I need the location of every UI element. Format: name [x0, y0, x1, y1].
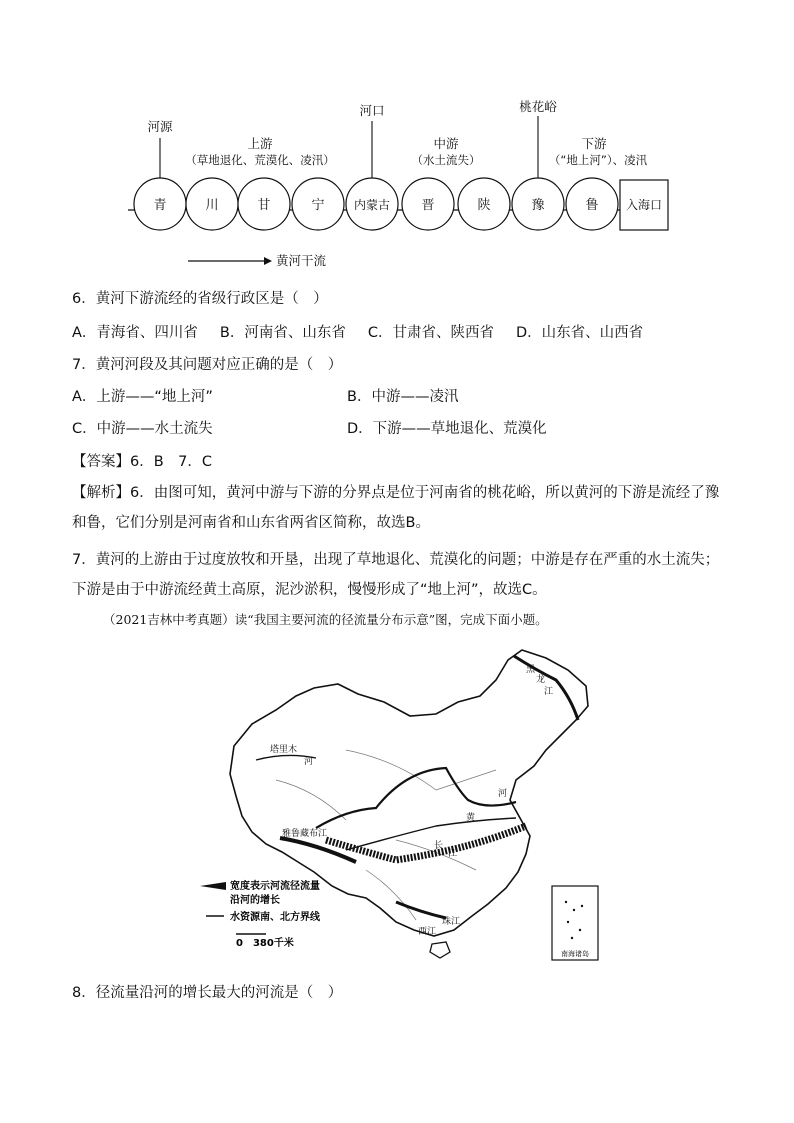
legend-width-symbol: [200, 882, 226, 890]
q7-option-d[interactable]: D．下游——草地退化、荒漠化: [347, 421, 547, 437]
scale-label: 0 380千米: [236, 938, 294, 949]
q6-option-a[interactable]: A．青海省、四川省: [72, 325, 198, 341]
map-label-chang: 长: [434, 841, 444, 851]
hekou-marker-label: 河口: [359, 103, 385, 118]
answer-line: 【答案】6．B 7．C: [72, 454, 213, 470]
analysis-q7: 7．黄河的上游由于过度放牧和开垦，出现了草地退化、荒漠化的问题；中游是存在严重的水土流失；下游是由于中游流经黄土高原，泥沙淤积，慢慢形成了“地上河”，故选C。: [72, 552, 720, 598]
q6-option-d[interactable]: D．山东省、山西省: [516, 325, 644, 341]
north-south-boundary: [346, 818, 516, 850]
south-sea-islands: [565, 901, 583, 939]
upper-title: 上游: [247, 136, 273, 151]
china-river-map: [196, 640, 606, 965]
sea-mouth-label: 入海口: [625, 198, 663, 212]
map-label-huang-he: 河: [498, 789, 508, 799]
map-label-xijiang: 西江: [418, 927, 437, 937]
map-label-hei: 黑: [526, 665, 536, 675]
analysis-q6: 【解析】6．由图可知，黄河中游与下游的分界点是位于河南省的桃花峪，所以黄河的下游是流经了豫和鲁，它们分别是河南省和山东省两省区简称，故选B。: [72, 485, 720, 531]
q6-options: [72, 323, 665, 343]
yangtze-river-band: [326, 826, 526, 860]
map-label-jiang: 江: [544, 687, 554, 697]
province-label-3: 甘: [257, 198, 271, 213]
province-label-6: 晋: [421, 198, 435, 213]
upper-issues: （草地退化、荒漠化、凌汛）: [185, 153, 335, 167]
province-label-4: 宁: [311, 198, 325, 213]
source-marker-label: 河源: [147, 119, 173, 134]
south-sea-label: 南海诸岛: [561, 950, 589, 958]
legend-label: 黄河干流: [276, 253, 327, 268]
map-label-huang: 黄: [466, 813, 476, 823]
q7-option-c[interactable]: C．中游——水土流失: [72, 421, 213, 437]
province-label-7: 陕: [477, 198, 491, 213]
map-label-tarim-he: 河: [304, 757, 314, 767]
lower-title: 下游: [581, 136, 607, 151]
legend-arrowhead: [264, 257, 272, 265]
hainan-island: [430, 942, 450, 958]
question-source: （2021吉林中考真题）读“我国主要河流的径流量分布示意”图，完成下面小题。: [103, 612, 548, 627]
taohuayu-marker-label: 桃花峪: [519, 99, 557, 114]
lower-issues: （“地上河”）、凌汛: [548, 153, 648, 167]
province-label-5: 内蒙古: [353, 198, 391, 212]
china-outline: [230, 650, 588, 936]
south-sea-inset: [552, 886, 598, 960]
map-label-yarlung: 雅鲁藏布江: [282, 829, 328, 839]
middle-issues: （水土流失）: [411, 153, 481, 167]
province-label-1: 青: [153, 198, 167, 213]
province-label-9: 鲁: [585, 198, 599, 213]
legend-boundary-label: 水资源南、北方界线: [230, 912, 320, 923]
q8-stem: 8．径流量沿河的增长最大的河流是（ ）: [72, 985, 343, 1001]
pearl-river-line: [396, 902, 446, 918]
map-label-chang-jiang: 江: [448, 849, 458, 859]
legend-width-label: 宽度表示河流径流量: [230, 881, 320, 892]
legend-width-label-2: 沿河的增长: [230, 895, 280, 906]
map-label-tarim: 塔里木: [270, 745, 298, 755]
q6-stem: 6．黄河下游流经的省级行政区是（ ）: [72, 291, 328, 307]
province-label-8: 豫: [531, 198, 545, 213]
yellow-river-diagram: [0, 0, 794, 280]
q6-option-b[interactable]: B．河南省、山东省: [219, 325, 346, 341]
q6-option-c[interactable]: C．甘肃省、陕西省: [367, 325, 494, 341]
q7-option-b[interactable]: B．中游——凌汛: [347, 389, 459, 405]
q7-stem: 7．黄河河段及其问题对应正确的是（ ）: [72, 357, 343, 373]
map-label-long: 龙: [536, 675, 546, 685]
province-label-2: 川: [205, 198, 219, 213]
map-label-zhujiang: 珠江: [442, 917, 461, 927]
q7-option-a[interactable]: A．上游——“地上河”: [72, 389, 213, 405]
middle-title: 中游: [433, 136, 459, 151]
